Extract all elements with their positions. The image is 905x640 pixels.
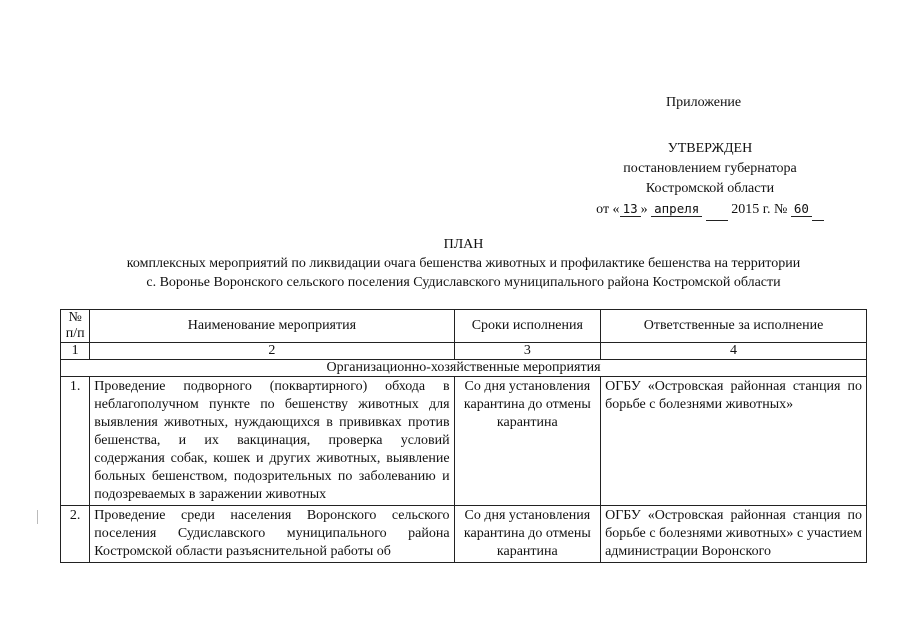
plan-title: ПЛАН <box>443 237 484 252</box>
section-row <box>61 360 867 377</box>
row-term: Со дня установления карантина до отмены карантина <box>454 377 601 506</box>
appendix-label: Приложение <box>666 95 742 110</box>
index-2: 2 <box>90 343 454 360</box>
row-term: Со дня установления карантина до отмены карантина <box>454 506 601 563</box>
plan-subtitle-2: с. Воронье Воронского сельского поселения Судиславского муниципального района Костромской области <box>146 275 781 290</box>
date-day: 13 <box>620 201 641 217</box>
plan-subtitle-1: комплексных мероприятий по ликвидации очага бешенства животных и профилактике бешенства на территории <box>126 256 801 271</box>
row-num: 1. <box>61 377 90 506</box>
table-header-row <box>61 310 867 343</box>
table-row <box>61 377 867 506</box>
index-1: 1 <box>61 343 90 360</box>
section-title: Организационно-хозяйственные мероприятия <box>61 360 867 377</box>
date-month: апреля <box>651 201 702 217</box>
header-resp: Ответственные за исполнение <box>601 310 867 343</box>
row-num: 2. <box>61 506 90 563</box>
approved-label: УТВЕРЖДЕН <box>667 141 753 156</box>
plan-heading <box>60 235 867 292</box>
row-name: Проведение подворного (поквартирного) обхода в неблагополучном пункте по бешенству животных для выявления животных, нуждающихся в прививках против бешенства, и их вакцинация, проверка условий содержания собак, кошек и других животных, выявление больных бешенством, подозрительных по заболеванию и подозреваемых в заражении животных <box>90 377 454 506</box>
index-3: 3 <box>454 343 601 360</box>
approval-line-2: Костромской области <box>645 181 775 196</box>
row-resp: ОГБУ «Островская районная станция по борьбе с болезнями животных» <box>601 377 867 506</box>
margin-mark <box>37 510 38 524</box>
index-4: 4 <box>601 343 867 360</box>
approval-block <box>560 93 860 221</box>
date-blank <box>706 200 728 221</box>
row-resp: ОГБУ «Островская районная станция по борьбе с болезнями животных» с участием администрации Воронского <box>601 506 867 563</box>
header-name: Наименование мероприятия <box>90 310 454 343</box>
table-row <box>61 506 867 563</box>
header-num: № п/п <box>61 310 90 343</box>
approval-line-1: постановлением губернатора <box>623 161 797 176</box>
column-index-row <box>61 343 867 360</box>
date-year: 2015 г. № <box>731 202 788 217</box>
row-name: Проведение среди населения Воронского сельского поселения Судиславского муниципального района Костромской области разъяснительной работы об <box>90 506 454 563</box>
date-mid: » <box>640 202 648 217</box>
number-blank <box>812 200 824 221</box>
date-prefix: от « <box>596 202 620 217</box>
plan-table <box>60 309 867 563</box>
approval-date-line <box>560 199 860 221</box>
doc-number: 60 <box>791 201 812 217</box>
header-term: Сроки исполнения <box>454 310 601 343</box>
